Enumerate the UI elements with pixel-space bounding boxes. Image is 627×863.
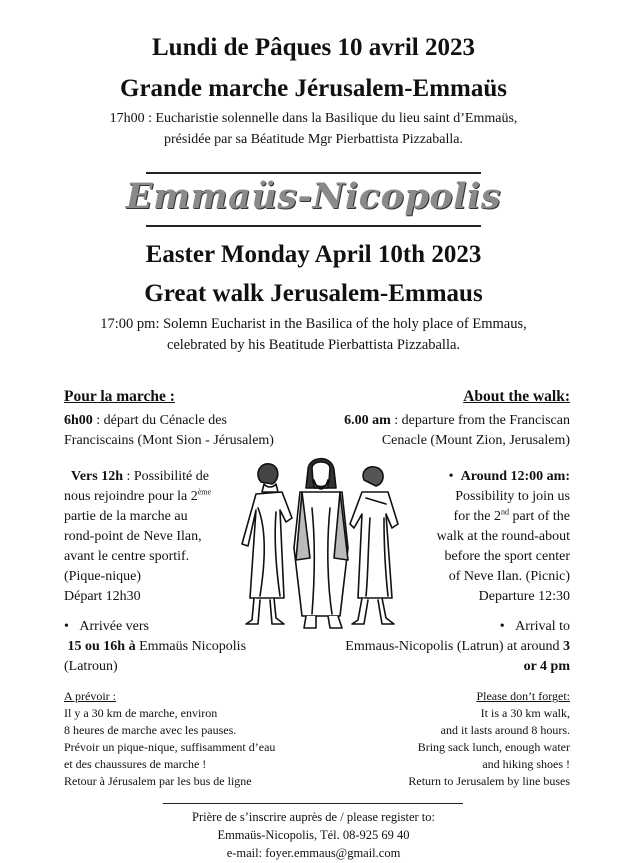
french-note-line: 8 heures de marche avec les pauses. [64, 723, 237, 737]
french-event-title: Grande marche Jérusalem-Emmaüs [120, 75, 507, 102]
english-note-line: and it lasts around 8 hours. [440, 723, 570, 737]
french-arrival: • Arrivée vers 15 ou 16h à Emmaüs Nicopolis (Latroun) [64, 619, 247, 674]
footer-contact: Emmaüs-Nicopolis, Tél. 08-925 69 40 [217, 828, 410, 842]
footer [0, 808, 627, 862]
english-notes-heading: Please don’t forget: [476, 689, 570, 703]
three-walking-figures-icon [236, 448, 406, 634]
logo-top-rule [146, 172, 481, 174]
french-note-line: Retour à Jérusalem par les bus de ligne [64, 774, 252, 788]
french-date-title: Lundi de Pâques 10 avril 2023 [152, 34, 475, 61]
french-notes [64, 688, 314, 790]
french-mass-info [0, 108, 627, 150]
english-walk-heading: About the walk: [463, 388, 570, 405]
french-mass-time: 17h00 [109, 111, 145, 126]
french-notes-heading: A prévoir : [64, 689, 116, 703]
english-date-title: Easter Monday April 10th 2023 [145, 241, 482, 268]
logo-text: Emmaüs-Nicopolis [125, 176, 502, 217]
english-mass-info [0, 314, 627, 356]
english-mass-line2: celebrated by his Beatitude Pierbattista Pizzaballa. [166, 337, 461, 353]
english-departure: 6.00 am : departure from the Franciscan Cenacle (Mount Zion, Jerusalem) [344, 413, 570, 448]
french-departure: 6h00 : départ du Cénacle des Franciscains (Mont Sion - Jérusalem) [64, 413, 274, 448]
left-disciple-figure [242, 464, 292, 624]
french-join: Vers 12h : Possibilité de nous rejoindre pour la 2ème partie de la marche au rond-point de Neve Ilan, avant le centre sportif. (Pique-nique) Départ 12h30 [64, 469, 212, 604]
english-note-line: and hiking shoes ! [482, 757, 570, 771]
english-mass-line1: 17:00 pm: Solemn Eucharist in the Basilica of the holy place of Emmaus, [100, 316, 527, 332]
english-note-line: It is a 30 km walk, [480, 706, 570, 720]
english-event-title: Great walk Jerusalem-Emmaus [144, 280, 483, 307]
french-note-line: Il y a 30 km de marche, environ [64, 706, 218, 720]
english-notes [320, 688, 570, 790]
footer-register: Prière de s’inscrire auprès de / please register to: [192, 810, 435, 824]
right-disciple-figure [350, 467, 398, 624]
footer-email[interactable]: e-mail: foyer.emmaus@gmail.com [226, 846, 401, 860]
french-mass-line2: présidée par sa Béatitude Mgr Pierbattista Pizzaballa. [164, 132, 463, 147]
english-arrival: • Arrival to Emmaus-Nicopolis (Latrun) at around 3 or 4 pm [345, 619, 570, 674]
logo-bottom-rule [146, 225, 481, 227]
french-note-line: et des chaussures de marche ! [64, 757, 207, 771]
french-note-line: Prévoir un pique-nique, suffisamment d’eau [64, 740, 276, 754]
french-walk-heading: Pour la marche : [64, 388, 175, 405]
center-figure [294, 459, 348, 628]
french-mass-line1: : Eucharistie solennelle dans la Basilique du lieu saint d’Emmaüs, [144, 111, 518, 126]
english-note-line: Bring sack lunch, enough water [417, 740, 570, 754]
english-join: • Around 12:00 am: Possibility to join us for the 2nd part of the walk at the round-about before the sport center of Neve Ilan. (Picnic) Departure 12:30 [436, 469, 570, 604]
footer-rule [163, 803, 463, 804]
english-note-line: Return to Jerusalem by line buses [408, 774, 570, 788]
